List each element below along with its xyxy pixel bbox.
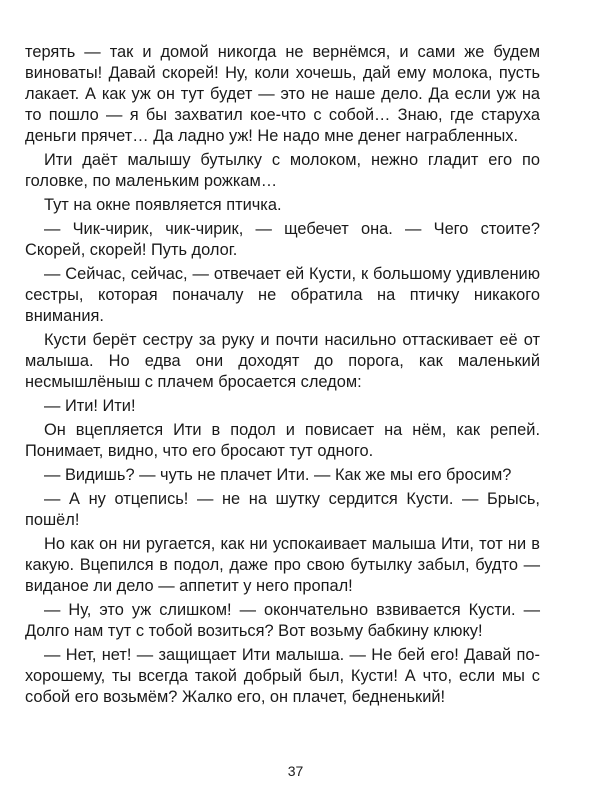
body-text	[25, 42, 540, 711]
page-number: 37	[287, 763, 304, 779]
paragraph: — Ити! Ити!	[44, 397, 136, 415]
paragraph: Тут на окне появляется птичка.	[44, 196, 282, 214]
paragraph: Он вцепляется Ити в подол и повисает на нём, как репей. Понимает, видно, что его бросают тут одного.	[25, 421, 540, 460]
paragraph: — Нет, нет! — защищает Ити малыша. — Не бей его! Давай по-хорошему, ты всегда такой добрый был, Кусти! А что, если мы с собой его возьмём? Жалко его, он плачет, бедненький!	[25, 646, 540, 706]
paragraph: — Чик-чирик, чик-чирик, — щебечет она. — Чего стоите? Скорей, скорей! Путь долог.	[25, 220, 540, 259]
paragraph: — Сейчас, сейчас, — отвечает ей Кусти, к большому удивлению сестры, которая поначалу не обратила на птичку никакого внимания.	[25, 265, 540, 325]
paragraph: Кусти берёт сестру за руку и почти насильно оттаскивает её от малыша. Но едва они доходят до порога, как маленький несмышлёныш с плачем бросается следом:	[25, 331, 540, 391]
paragraph: Ити даёт малышу бутылку с молоком, нежно гладит его по головке, по маленьким рожкам…	[25, 151, 540, 190]
paragraph: — Видишь? — чуть не плачет Ити. — Как же мы его бросим?	[44, 466, 512, 484]
paragraph-continuation: терять — так и домой никогда не вернёмся, и сами же будем виноваты! Давай скорей! Ну, коли хочешь, дай ему молока, пусть лакает. А как уж он тут будет — это не наше дело. Да если уж на то пошло — я бы захватил кое-что с собой… Знаю, где старуха деньги прячет… Да ладно уж! Не надо мне денег награбленных.	[25, 43, 540, 145]
paragraph: — Ну, это уж слишком! — окончательно взвивается Кусти. — Долго нам тут с тобой возиться? Вот возьму бабкину клюку!	[25, 601, 540, 640]
paragraph: — А ну отцепись! — не на шутку сердится Кусти. — Брысь, пошёл!	[25, 490, 540, 529]
paragraph: Но как он ни ругается, как ни успокаивает малыша Ити, тот ни в какую. Вцепился в подол, даже про свою бутылку забыл, будто — виданое ли дело — аппетит у него пропал!	[25, 535, 540, 595]
